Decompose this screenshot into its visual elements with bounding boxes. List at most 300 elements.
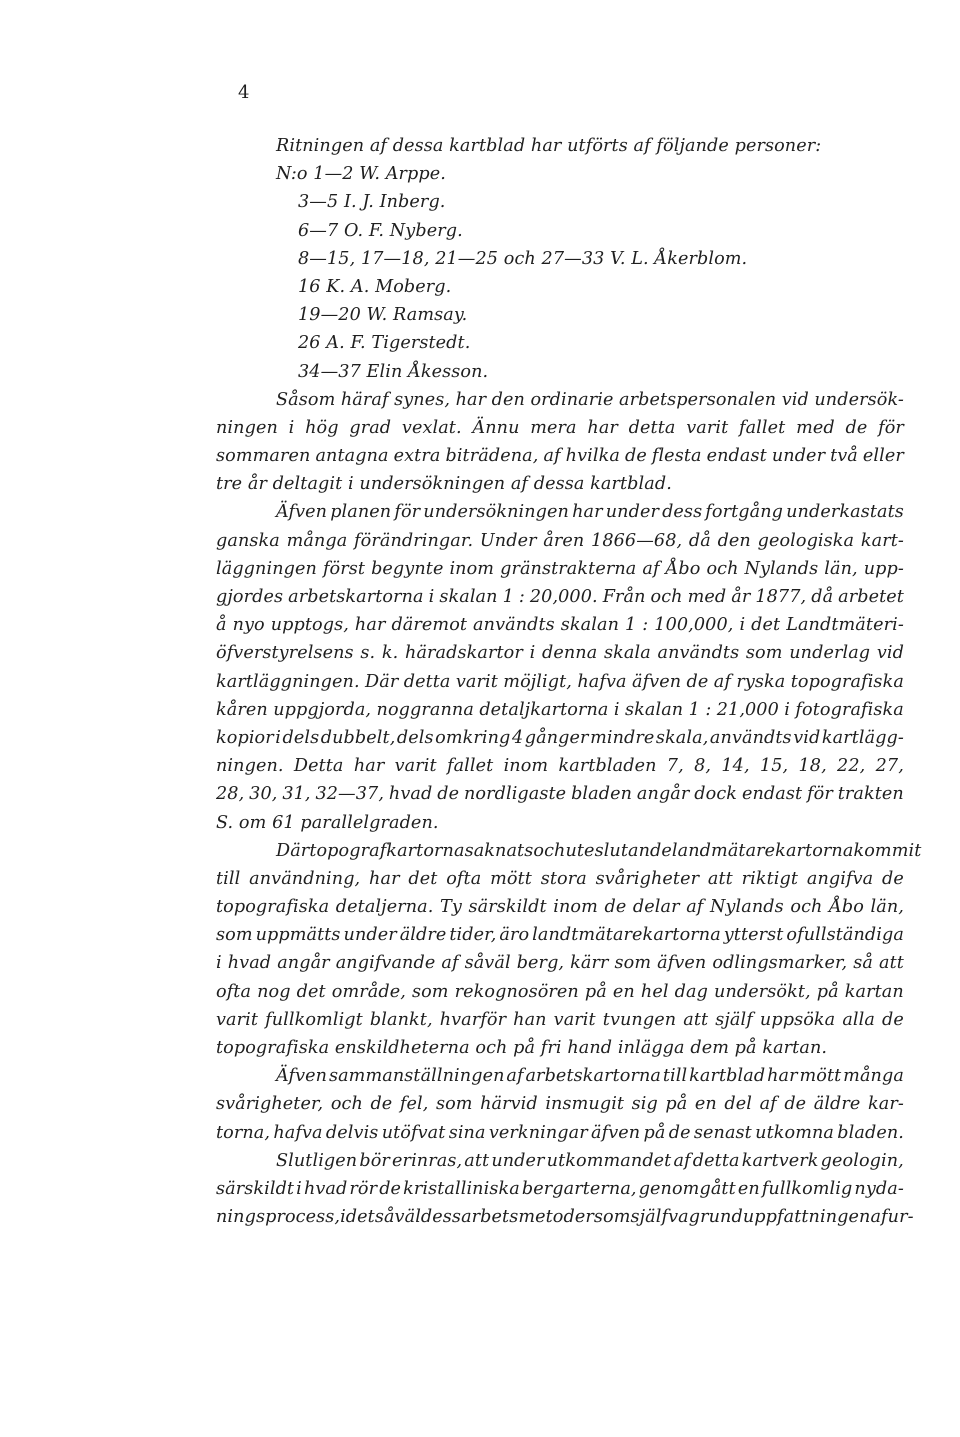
word: kartverk xyxy=(741,1150,819,1171)
word: undersök- xyxy=(814,389,904,410)
word: för xyxy=(878,417,904,438)
word: en xyxy=(737,1178,760,1199)
word: nordligaste xyxy=(463,784,567,805)
word: användts xyxy=(473,615,555,636)
word: uppmätts xyxy=(255,925,341,946)
word: varit xyxy=(686,417,729,438)
word: topografkartorna xyxy=(309,840,465,861)
word: tvungen xyxy=(602,1009,677,1030)
word: ningen xyxy=(216,417,278,438)
word: har xyxy=(767,1066,798,1087)
word: nyo xyxy=(232,615,265,636)
word: af xyxy=(713,671,731,692)
word: nog xyxy=(257,981,291,1002)
word: har xyxy=(587,417,618,438)
word: och xyxy=(706,558,739,579)
word: Ty xyxy=(440,897,462,918)
word: dels xyxy=(282,727,320,748)
word: under xyxy=(343,925,397,946)
word: område, xyxy=(331,981,406,1002)
text-line xyxy=(216,1203,914,1231)
text-line xyxy=(216,837,922,865)
word: endast xyxy=(706,446,767,467)
word: kåren xyxy=(216,699,268,720)
word: angår xyxy=(636,784,690,805)
word: detta xyxy=(403,671,451,692)
word: planen xyxy=(330,502,392,523)
word: 1877, xyxy=(755,587,807,607)
word: särskildt xyxy=(216,1178,295,1199)
word: Där xyxy=(276,840,310,861)
word: ganska xyxy=(216,530,280,551)
word: sommaren xyxy=(216,446,311,467)
word: skalan xyxy=(625,699,684,720)
word: dag xyxy=(674,981,708,1002)
word: som xyxy=(216,925,253,946)
word: hafva xyxy=(273,1122,323,1143)
word: äro xyxy=(499,925,530,946)
word: Från xyxy=(602,587,646,607)
word: mera xyxy=(530,417,577,438)
word: riktigt xyxy=(741,868,799,889)
word: af xyxy=(642,558,660,579)
word: eller xyxy=(862,446,904,467)
word: detaljerna. xyxy=(335,897,434,918)
word: kärr xyxy=(570,953,609,974)
text-line: 16 K. A. Moberg. xyxy=(298,276,452,297)
word: af xyxy=(543,446,561,467)
word: hafva xyxy=(577,671,627,692)
word: landmätarekartorna xyxy=(671,840,854,861)
word: bör xyxy=(359,1150,390,1171)
word: varit xyxy=(553,1009,596,1030)
word: vid xyxy=(876,643,904,664)
text-line xyxy=(216,1175,904,1203)
word: delvis xyxy=(325,1122,379,1143)
word: 22, xyxy=(837,756,866,777)
text-line: 34—37 Elin Åkesson. xyxy=(298,361,489,382)
word: först xyxy=(322,558,366,579)
word: af xyxy=(673,1150,691,1171)
word: flesta xyxy=(651,446,702,467)
word: de xyxy=(882,1009,904,1030)
text-line: topografiska enskildheterna och på fri hand inlägga dem på kartan. xyxy=(216,1038,828,1058)
word: för xyxy=(394,502,421,523)
word: grad xyxy=(349,417,392,438)
word: varit xyxy=(216,1009,259,1030)
word: arbetspersonalen xyxy=(619,389,777,410)
text-line: 6—7 O. F. Nyberg. xyxy=(298,220,463,241)
word: två xyxy=(830,446,858,467)
word: som xyxy=(593,1207,631,1228)
word: har xyxy=(455,389,487,410)
word: Nylands xyxy=(744,558,819,579)
word: under xyxy=(491,1150,545,1171)
word: däremot xyxy=(391,615,468,636)
word: möjligt, xyxy=(503,671,572,692)
word: dubbelt, xyxy=(320,727,396,748)
text-line xyxy=(216,583,904,611)
word: de xyxy=(437,784,460,805)
word: bergarterna, xyxy=(521,1178,637,1199)
text-line xyxy=(216,893,904,921)
word: det xyxy=(408,868,438,889)
word: fullkomligt xyxy=(265,1009,363,1030)
word: mött xyxy=(799,1066,842,1087)
text-line xyxy=(216,724,904,752)
word: 14, xyxy=(721,756,750,777)
word: alla xyxy=(842,1009,875,1030)
word: geologiska xyxy=(757,530,855,551)
word: många xyxy=(843,1066,904,1087)
word: detta xyxy=(692,1150,740,1171)
word: i xyxy=(739,615,746,636)
word: torna, xyxy=(216,1122,271,1143)
word: varit xyxy=(394,756,437,777)
word: åren xyxy=(543,530,585,551)
word: del xyxy=(724,1094,753,1115)
word: som xyxy=(411,981,449,1002)
word: de xyxy=(845,417,868,438)
word: underlag xyxy=(789,643,871,664)
word: i xyxy=(288,417,295,438)
word: själf xyxy=(715,1009,753,1030)
word: ningen. xyxy=(216,756,284,777)
word: läggningen xyxy=(216,558,317,579)
word: 32—37, xyxy=(315,784,385,805)
word: kar- xyxy=(867,1094,904,1115)
word: inom xyxy=(449,558,495,579)
word: dock xyxy=(694,784,738,805)
word: Slutligen xyxy=(276,1150,358,1171)
word: äfven xyxy=(591,1122,641,1143)
text-line: tre år deltagit i undersökningen af dessa kartblad. xyxy=(216,474,672,495)
word: kartlägg- xyxy=(821,727,904,748)
word: delar xyxy=(632,897,680,918)
word: användts xyxy=(709,727,792,748)
word: fallet xyxy=(446,756,494,777)
word: den xyxy=(491,389,525,410)
word: gånger xyxy=(524,727,589,748)
text-line xyxy=(216,978,904,1006)
text-line xyxy=(216,414,904,442)
word: då xyxy=(811,587,834,607)
word: det xyxy=(345,1207,375,1228)
word: och xyxy=(533,840,566,861)
word: i xyxy=(340,1207,346,1228)
word: 8, xyxy=(694,756,712,777)
word: skalan xyxy=(439,587,498,607)
word: för xyxy=(807,784,833,805)
word: härvid xyxy=(480,1094,538,1115)
text-line xyxy=(216,611,904,639)
word: kartblad xyxy=(689,1066,766,1087)
text-line xyxy=(216,1062,904,1090)
word: det xyxy=(751,615,781,636)
text-line xyxy=(216,949,904,977)
word: att xyxy=(878,953,904,974)
word: topografiska xyxy=(790,671,904,692)
word: Äfven xyxy=(276,502,328,523)
word: ofullständiga xyxy=(786,925,904,946)
text-line xyxy=(216,1119,904,1147)
text-line xyxy=(216,752,904,780)
word: fotografiska xyxy=(795,699,904,720)
word: Nylands xyxy=(710,897,784,918)
word: i xyxy=(428,587,435,607)
word: genomgått xyxy=(638,1178,736,1199)
text-line: 8—15, 17—18, 21—25 och 27—33 V. L. Åkerblom. xyxy=(298,248,748,269)
word: att xyxy=(707,868,733,889)
word: noggranna xyxy=(376,699,474,720)
word: under xyxy=(605,502,659,523)
word: hvilka xyxy=(565,446,620,467)
word: fallet xyxy=(738,417,786,438)
word: k. xyxy=(381,643,399,664)
word: arbetsmetoder xyxy=(461,1207,594,1228)
word: vid xyxy=(793,727,821,748)
word: insmugit xyxy=(545,1094,625,1115)
word: Där xyxy=(365,671,399,692)
word: har xyxy=(572,502,603,523)
word: 30, xyxy=(249,784,278,805)
word: inom xyxy=(503,756,549,777)
word: : xyxy=(642,615,649,636)
word: angår xyxy=(277,953,330,974)
word: sina xyxy=(448,1122,486,1143)
word: dess xyxy=(420,1207,462,1228)
word: arbetskartorna xyxy=(288,587,424,607)
word: utöfvat xyxy=(381,1122,446,1143)
word: rör xyxy=(349,1178,378,1199)
word: denna xyxy=(541,643,598,664)
word: fullkomlig xyxy=(761,1178,853,1199)
word: de xyxy=(370,1094,393,1115)
word: Landtmäteri- xyxy=(786,615,904,636)
word: län, xyxy=(824,558,858,579)
word: 1866—68, xyxy=(591,530,683,551)
word: ofta xyxy=(446,868,482,889)
word: tider, xyxy=(449,925,497,946)
word: många xyxy=(286,530,348,551)
word: utkomna xyxy=(755,1122,834,1143)
word: till xyxy=(216,868,241,889)
word: 1 xyxy=(625,615,637,636)
text-line xyxy=(216,386,904,414)
word: detaljkartorna xyxy=(479,699,609,720)
word: odlingsmarker, xyxy=(712,953,848,974)
word: förändringar. xyxy=(354,530,474,551)
word: på xyxy=(643,1122,666,1143)
word: i xyxy=(784,699,791,720)
word: antagna xyxy=(315,446,389,467)
word: Under xyxy=(479,530,537,551)
word: : xyxy=(705,699,712,720)
word: såväl xyxy=(464,953,511,974)
word: 4 xyxy=(511,727,524,748)
word: de xyxy=(882,868,904,889)
word: rekognosören xyxy=(454,981,579,1002)
word: Åbo xyxy=(829,897,864,918)
text-line xyxy=(216,555,904,583)
word: af xyxy=(870,1207,888,1228)
word: kopior xyxy=(216,727,274,748)
word: utkommandet xyxy=(546,1150,672,1171)
word: i xyxy=(613,699,620,720)
word: af xyxy=(686,897,704,918)
word: häradskartor xyxy=(405,643,523,664)
text-line xyxy=(216,780,904,808)
text-line: S. om 61 parallelgraden. xyxy=(216,812,439,833)
word: själfva xyxy=(630,1207,689,1228)
word: har xyxy=(353,756,385,777)
word: å xyxy=(216,615,227,636)
word: Åbo xyxy=(665,558,701,579)
word: skala, xyxy=(655,727,709,748)
word: i xyxy=(216,953,222,974)
text-line xyxy=(216,527,904,555)
word: Såsom xyxy=(276,389,336,410)
word: topografiska xyxy=(216,897,330,918)
word: de xyxy=(379,1178,402,1199)
word: upptogs, xyxy=(270,615,349,636)
word: uppsöka xyxy=(759,1009,836,1030)
text-line xyxy=(216,639,904,667)
word: ytterst xyxy=(723,925,784,946)
word: i xyxy=(275,727,281,748)
word: 31, xyxy=(282,784,311,805)
word: kristalliniska xyxy=(403,1178,520,1199)
word: dels xyxy=(396,727,434,748)
word: år xyxy=(731,587,751,607)
word: under xyxy=(771,446,826,467)
word: 15, xyxy=(759,756,789,777)
word: ur- xyxy=(887,1207,914,1228)
word: som xyxy=(614,953,652,974)
word: att xyxy=(464,1150,490,1171)
word: och xyxy=(650,587,683,607)
text-line: 19—20 W. Ramsay. xyxy=(298,305,468,326)
word: angifva xyxy=(806,868,874,889)
word: erinras, xyxy=(392,1150,463,1171)
word: äldre xyxy=(399,925,447,946)
word: angifvande xyxy=(335,953,436,974)
word: hög xyxy=(305,417,339,438)
word: så xyxy=(853,953,873,974)
word: kartbladen xyxy=(558,756,657,777)
word: af xyxy=(441,953,459,974)
word: kart- xyxy=(860,530,904,551)
word: 20,000. xyxy=(529,587,598,607)
word: i xyxy=(529,643,536,664)
word: ningsprocess, xyxy=(216,1207,341,1228)
word: 21,000 xyxy=(716,699,779,720)
word: skalan xyxy=(560,615,620,636)
word: kommit xyxy=(853,840,922,861)
word: nyda- xyxy=(854,1178,904,1199)
word: häraf xyxy=(340,389,389,410)
word: de xyxy=(668,1122,691,1143)
word: det xyxy=(296,981,326,1002)
text-line xyxy=(216,442,904,470)
word: upp- xyxy=(863,558,904,579)
word: kartan xyxy=(844,981,904,1002)
text-line xyxy=(216,498,904,526)
word: på xyxy=(584,981,607,1002)
text-line xyxy=(216,696,904,724)
page-number: 4 xyxy=(238,82,250,103)
word: undersökningen xyxy=(423,502,569,523)
text-line xyxy=(216,1090,904,1118)
word: såväl xyxy=(374,1207,421,1228)
word: i xyxy=(296,1178,302,1199)
word: hel xyxy=(640,981,669,1002)
word: med xyxy=(687,587,727,607)
word: geologin, xyxy=(820,1150,904,1171)
word: med xyxy=(796,417,835,438)
word: har xyxy=(369,868,400,889)
word: ordinarie xyxy=(530,389,614,410)
word: saknats xyxy=(464,840,534,861)
word: äfven xyxy=(657,953,707,974)
word: 27, xyxy=(875,756,904,777)
word: de xyxy=(686,671,709,692)
word: vexlat. xyxy=(401,417,462,438)
word: arbetet xyxy=(838,587,904,607)
word: Äfven xyxy=(276,1066,328,1087)
text-line xyxy=(216,865,904,893)
word: blankt, xyxy=(369,1009,433,1030)
word: bladen xyxy=(571,784,633,805)
word: inom xyxy=(553,897,598,918)
word: då xyxy=(688,530,711,551)
word: sammanställningen xyxy=(328,1066,505,1087)
word: den xyxy=(717,530,751,551)
word: som xyxy=(745,643,783,664)
word: mött xyxy=(490,868,532,889)
word: och xyxy=(330,1094,363,1115)
word: på xyxy=(816,981,839,1002)
word: hvad xyxy=(388,784,433,805)
word: af xyxy=(759,1094,777,1115)
word: uppgjorda, xyxy=(273,699,372,720)
word: en xyxy=(694,1094,717,1115)
text-line: 3—5 I. J. Inberg. xyxy=(298,192,446,213)
word: som xyxy=(435,1094,473,1115)
word: fel, xyxy=(399,1094,429,1115)
word: gjordes xyxy=(216,587,284,607)
word: uteslutande xyxy=(565,840,672,861)
word: svårigheter xyxy=(595,868,700,889)
word: 7, xyxy=(666,756,684,777)
word: bladen. xyxy=(837,1122,904,1143)
text-line: Ritningen af dessa kartblad har utförts af följande personer: xyxy=(276,136,822,156)
body-text xyxy=(216,132,922,1231)
word: mindre xyxy=(590,727,655,748)
word: Detta xyxy=(293,756,344,777)
word: har xyxy=(354,615,386,636)
word: gränstrakterna xyxy=(500,558,637,579)
word: 100,000, xyxy=(654,615,734,636)
word: landtmätarekartorna xyxy=(532,925,721,946)
word: vid xyxy=(781,389,809,410)
word: öfverstyrelsens xyxy=(216,643,354,664)
word: användts xyxy=(657,643,740,664)
word: på xyxy=(665,1094,688,1115)
word: hvarför xyxy=(439,1009,507,1030)
text-line xyxy=(216,1147,904,1175)
word: särskildt xyxy=(468,897,547,918)
